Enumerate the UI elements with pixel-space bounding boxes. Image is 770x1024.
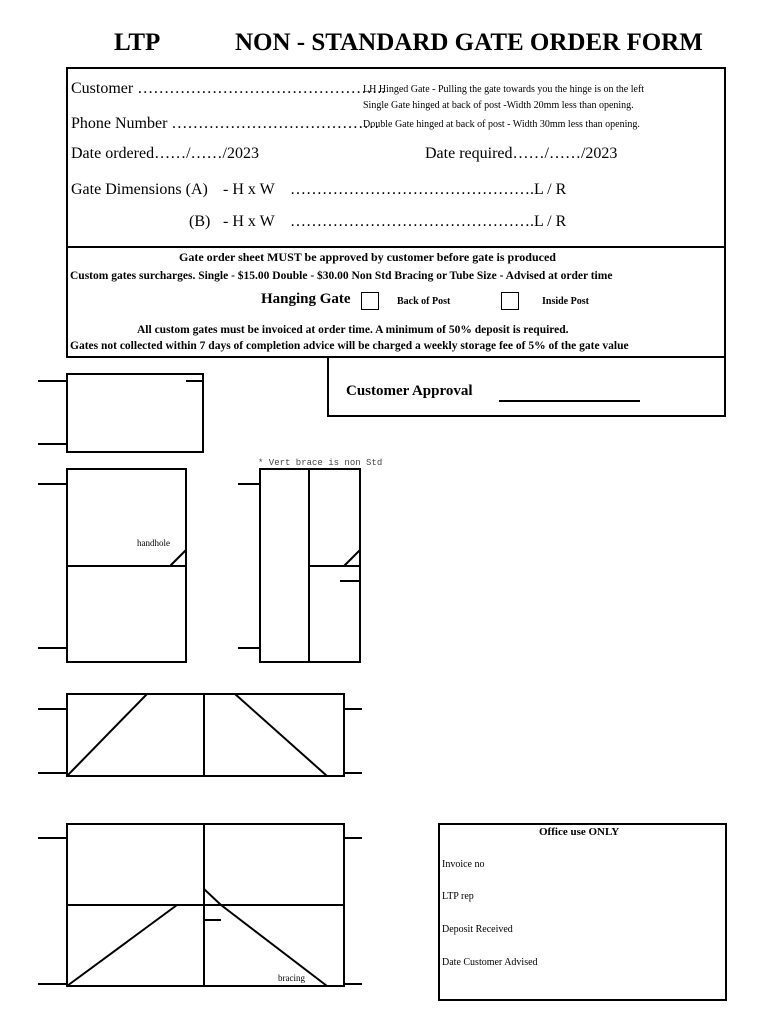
inside-post-label: Inside Post [542, 296, 589, 307]
dimension-a-field[interactable]: ……………………………………….L / R [290, 181, 567, 198]
note-lh-hinged: LH Hinged Gate - Pulling the gate towards you the hinge is on the left [363, 84, 645, 95]
invoice-requirement: All custom gates must be invoiced at order time. A minimum of 50% deposit is required. [137, 324, 569, 336]
back-of-post-label: Back of Post [397, 296, 451, 307]
bracing-label: bracing [278, 973, 305, 983]
storage-fee-line: Gates not collected within 7 days of completion advice will be charged a weekly storage fee of 5% of the gate value [70, 340, 629, 352]
office-use-box [438, 823, 727, 1001]
date-customer-advised-field[interactable]: Date Customer Advised [442, 957, 538, 968]
date-required-field[interactable]: Date required……/……/2023 [425, 145, 618, 162]
dimension-b-field[interactable]: ……………………………………….L / R [290, 213, 567, 230]
office-use-title: Office use ONLY [539, 826, 620, 838]
note-double-gate: Double Gate hinged at back of post - Width 30mm less than opening. [363, 119, 640, 130]
dimension-b-hxw: - H x W [223, 213, 275, 230]
dimension-b-label: (B) [189, 213, 211, 230]
gate-single-plain [67, 374, 203, 452]
handhole-label: handhole [137, 538, 170, 548]
note-single-gate: Single Gate hinged at back of post -Width 20mm less than opening. [363, 100, 634, 111]
form-title: NON - STANDARD GATE ORDER FORM [235, 29, 703, 56]
ltp-rep-field[interactable]: LTP rep [442, 891, 474, 902]
surcharges-line: Custom gates surcharges. Single - $15.00 Double - $30.00 Non Std Bracing or Tube Size - Advised at order time [70, 270, 613, 282]
vert-brace-note: * Vert brace is non Std [258, 458, 383, 468]
dimension-a-hxw: - H x W [223, 181, 275, 198]
deposit-received-field[interactable]: Deposit Received [442, 924, 513, 935]
invoice-no-field[interactable]: Invoice no [442, 859, 485, 870]
dimension-a-label: Gate Dimensions (A) [71, 181, 208, 198]
gate-double-diagonal [67, 694, 344, 776]
customer-approval-label: Customer Approval [346, 383, 473, 399]
customer-field[interactable]: Customer ……………………………………….. [71, 80, 386, 97]
phone-field[interactable]: Phone Number ………………………………… [71, 115, 380, 132]
date-ordered-field[interactable]: Date ordered……/……/2023 [71, 145, 259, 162]
hanging-gate-label: Hanging Gate [261, 291, 351, 307]
approval-requirement: Gate order sheet MUST be approved by customer before gate is produced [179, 250, 556, 264]
company-name: LTP [114, 29, 161, 56]
